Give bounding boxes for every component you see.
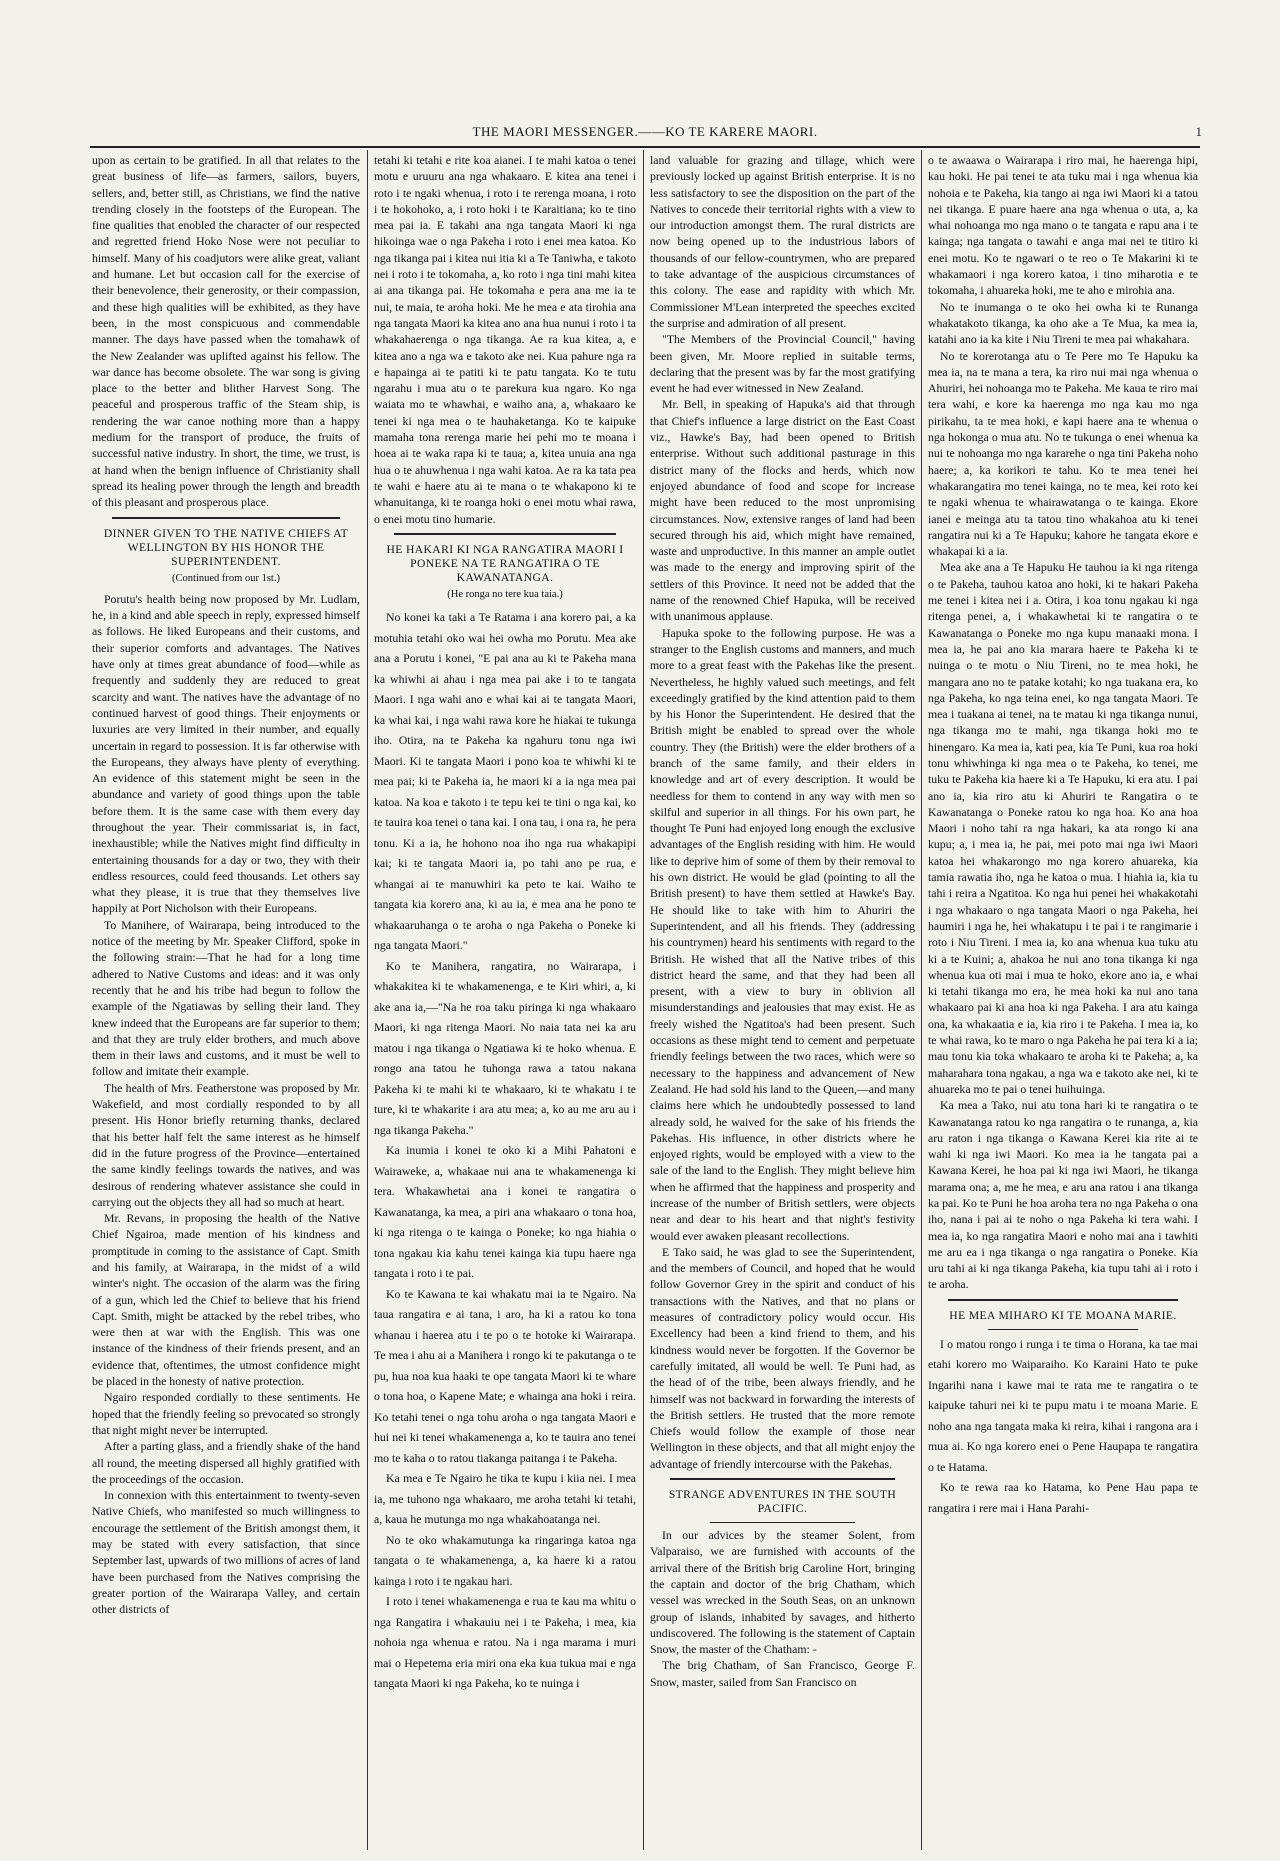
column-rule bbox=[643, 150, 644, 1850]
paragraph: Ko te Manihera, rangatira, no Wairarapa, i whakakitea ki te whakamenenga, e te Kiri whiri, a, ki ake ana ia,—"Na he roa taku piringa ki nga whakaaro Maori, ki nga ritenga Maori. No naia tata nei ka aru matou i nga tikanga o Ngatiawa ki te hoko whenua. E rongo ana tatou he tuhonga rawa a tatou nakana Pakeha ki te mahi ki te whakaaro, ki te whakatu i te ture, ki te whakarite i ara atu mea; a, ko au me aru au i nga tikanga Pakeha." bbox=[374, 958, 636, 1137]
paragraph: The brig Chatham, of San Francisco, George F. Snow, master, sailed from San Francisco on bbox=[650, 1658, 915, 1689]
column-2-maori bbox=[374, 152, 636, 1852]
paragraph: Ngairo responded cordially to these sentiments. He hoped that the friendly feeling so prevocated so strongly that night might never be interrupted. bbox=[92, 1390, 360, 1437]
paragraph: In connexion with this entertainment to twenty-seven Native Chiefs, who manifested so much willingness to encourage the settlement of the British amongst them, it may be stated with every satisfaction, that since September last, upwards of two millions of acres of land have been purchased from the Natives comprising the greater portion of the Wairarapa Valley, and certain other districts of bbox=[92, 1488, 360, 1617]
article-heading: HE MEA MIHARO KI TE MOANA MARIE. bbox=[949, 1308, 1177, 1322]
paragraph: o te awaawa o Wairarapa i riro mai, he haerenga hipi, kau hoki. He pai tenei te ata tuku mai i nga whenua kia nohoia e te Pakeha, kia tango ai nga iwi Maori ki a tatou nei tikanga. E puare haere ana nga whenua o uta, a, ka whai nohoanga mo nga mano o te tangata e rapu ana i te kainga; nga tangata o tawahi e anga mai nei te titiro ki enei motu. Ko te ngawari o te reo o Te Makarini ki te whakamaori i nga korero katoa, i tino miharotia e te tokomaha, i ahuareka hoki, me te aho e mirohia ana. bbox=[928, 153, 1198, 298]
heading-rule bbox=[988, 1329, 1138, 1330]
section-rule bbox=[670, 1478, 895, 1480]
column-rule bbox=[921, 150, 922, 1850]
paragraph: In our advices by the steamer Solent, from Valparaiso, we are furnished with accounts of the arrival there of the British brig Caroline Hort, bringing the captain and doctor of the brig Chatham, which vessel was wrecked in the South Seas, on an unknown group of islands, inhabited by savages, and hitherto undiscovered. The following is the statement of Captain Snow, the master of the Chatham: - bbox=[650, 1528, 915, 1657]
paragraph: The health of Mrs. Featherstone was proposed by Mr. Wakefield, and most cordially responded to by all present. His Honor briefly returning thanks, declared that his better half felt the same interest as he himself did in the future progress of the Province—entertained the same kindly feelings towards the natives, and was desirous of rendering whatever assistance she could in carrying out the objects they all had so much at heart. bbox=[92, 1080, 360, 1209]
section-rule bbox=[394, 533, 616, 535]
paragraph: To Manihere, of Wairarapa, being introduced to the notice of the meeting by Mr. Speaker Clifford, spoke in the following strain:—That he had for a long time adhered to Native Customs and ideas: and it was only recently that he and his tribe had begun to follow the example of the Ngatiawas by selling their land. They knew indeed that the Europeans are far superior to them; and that they are truly elder brothers, and much above them in their laws and customs, and it must be well to follow and imitate their example. bbox=[92, 917, 360, 1079]
article-heading: DINNER GIVEN TO THE NATIVE CHIEFS AT WELLINGTON BY HIS HONOR THE SUPERINTENDENT. bbox=[103, 526, 349, 568]
paragraph: Mr. Bell, in speaking of Hapuka's aid that through that Chief's influence a large district on the East Coast viz., Hawke's Bay, had been opened to British enterprise. Without such additional pasturage in this district many of the flocks and herds, which now enjoyed abundance of food and scope for increase might have been reduced to the most unpromising circumstances. Now, extensive ranges of land had been secured through his aid, which might have remained, waste and unproductive. In this manner an ample outlet was made to the energy and improving spirit of the settlers of this Province. It need not be added that the name of the renowned Chief Hapuka, will be received with unanimous applause. bbox=[650, 397, 915, 624]
paragraph: Porutu's health being now proposed by Mr. Ludlam, he, in a kind and able speech in reply, expressed himself as follows. He liked Europeans and their customs, and their superior comforts and advantages. The Natives have only at times great abundance of food—while as frequently and suddenly they are reduced to great scarcity and want. The natives have the advantage of no continued harvest of good things. Their enjoyments or luxuries are very limited in their number, and equally uncertain in regard to possession. It is far otherwise with the Europeans, they always have plenty of everything. An evidence of this statement might be seen in the abundance and variety of good things upon the table before them. It is the same case with them every day throughout the year. Their commissariat is, in fact, inexhaustible; while the Natives might find difficulty in entertaining thousands for a day or two, they with their endless resources, could feed thousands. Let others say what they please, it is true that they themselves live happily at Port Nicholson with their Europeans. bbox=[92, 591, 360, 916]
article-subheading: (Continued from our 1st.) bbox=[172, 572, 280, 584]
page-number: 1 bbox=[1195, 124, 1202, 139]
section-rule bbox=[948, 1299, 1178, 1301]
article-heading: HE HAKARI KI NGA RANGATIRA MAORI I PONEKE NA TE RANGATIRA O TE KAWANATANGA. bbox=[386, 542, 624, 584]
paragraph: I roto i tenei whakamenenga e rua te kau ma whitu o nga Rangatira i whakauiu nei i te Pakeha, i mea, kia nohoia nga whenua e ratou. Na i nga marama i muri mai o Hepetema eria miri ona eka kua tukua mai e nga tangata Maori ki nga Pakeha, ko te nuinga i bbox=[374, 1594, 636, 1691]
paragraph: No te oko whakamutunga ka ringaringa katoa nga tangata o te whakamenenga, a, ka haere ki a ratou kainga i roto i te ngakau hari. bbox=[374, 1532, 636, 1588]
heading-rule bbox=[710, 1522, 855, 1523]
paragraph: Mr. Revans, in proposing the health of the Native Chief Ngairoa, made mention of his kindness and promptitude in coming to the assistance of Capt. Smith and his family, at Wairarapa, in the midst of a wild winter's night. The occasion of the alarm was the firing of a gun, which led the Chief to believe that his friend Capt. Smith, might be attacked by the rebel tribes, who were then at war with the English. This was one instance of the kindness of their friends present, and an evidence that, oftentimes, the utmost confidence might be placed in the honesty of native protection. bbox=[92, 1211, 360, 1389]
paragraph: No konei ka taki a Te Ratama i ana korero pai, a ka motuhia tetahi oko wai hei owha mo Porutu. Mea ake ana a Porutu i konei, "E pai ana au ki te Pakeha mana ka whiwhi ai ahau i nga mea pai ake i to te tangata Maori. I nga wahi ano e whai kai ai te tangata Maori, ka whai kai, i nga wahi rawa kore he hiakai te tukunga iho. Otira, na te Pakeha ka ngahuru tonu nga iwi Maori. Ki te tangata Maori i pono koa te whiwhi ki te mea pai; ki te Pakeha ia, he maori ki a ia nga mea pai katoa. Na koa e takoto i te tepu kei te tini o nga kai, ko te tauira koa tenei o tana kai. I ona tau, i ona ra, he pera tonu. Ki a ia, he hohono noa iho nga rua whakapipi kai; ki te tangata Maori ia, po tahi ano pe rua, e whangai ai te manuwhiri ka peto te kai. Waiho te tangata kia korero ana, ki au ia, e mea ana he pono te whakaaruhanga o te aroha o nga Pakeha o Poneke ki nga tangata Maori." bbox=[374, 610, 636, 953]
paragraph: No te inumanga o te oko hei owha ki te Runanga whakatakoto tikanga, ka oho ake a Te Mua, ka mea ia, katahi ano ia ka kite i Niu Tireni te mea pai whakahara. bbox=[928, 299, 1198, 347]
paragraph: Ka inumia i konei te oko ki a Mihi Pahatoni e Wairaweke, a, whakaae nui ana te whakamenenga ki tera. Whakawhetai ana i konei te rangatira o Kawanatanga, ka mea, a piri ana whakaaro o tona hoa, ki nga ritenga o te kainga o Poneke; ko nga hiahia o tona ngakau kia kahu tenei kainga kia tupu haere nga tangata i roto i te pai. bbox=[374, 1143, 636, 1281]
paragraph: Mea ake ana a Te Hapuku He tauhou ia ki nga ritenga o te Pakeha, tauhou katoa ano hoki, ki te hakari Pakeha me tenei i kitea nei i a. Otira, i koa tonu ngakau ki nga ritenga penei, a, i whakawhetai ki te rangatira o te Kawanatanga o Poneke mo nga kupu manaaki mona. I mea ia, he pai ano kia marara haere te Pakeha ki te nuinga o te motu o Niu Tireni, no te mea hoki, he mangara ano no te patake kotahi; ko nga tuakana era, ko nga Pakeha, ko nga teina enei, ko nga tangata Maori. Te mea i tuakana ai tenei, na te matau ki nga tikanga nunui, nga tikanga mo te mahi, nga tikanga hoki mo te hinengaro. Ka mea ia, kati pea, kia Te Puni, kua roa hoki tonu whiwhinga ki nga mea o te Pakeha, ko tenei, me tuku te Pakeha kia haere ki a Te Hapuku, ki era atu. I pai ano ia, kia riro atu ki Ahuriri te Rangatira o te Kawanatanga o Poneke ratou ko nga hoa. Ko ana hoa Maori i noho tahi ra nga hakari, ka ata rongo ki ana kupu; a, i mea ia, he pai, mei poto mai nga iwi Maori katoa hei whakarongo mo nga korero ahuareka, kia tamia rawatia iho, nga he katoa o mua. I hiahia ia, kia tu tahi i reira a Ngatitoa. Ko nga hui penei hei whakakotahi i nga whakaaro o nga tangata Maori o nga Pakeha, hei haumiri i nga he, hei whakatupu i te pai i te rangimarie i roto i Niu Tireni. I mea ia, ko ana whenua kua tuku atu ki a te Kuini; a, ahakoa he nui ano tona tikanga ki nga whenua kua oti mai i mua te hoko, ekore ano ia, e whai ki tetahi tikanga mo era, he mea hoki ka nui ano tana whakaaro pai ki ana hoa ki nga Pakeha. I ara atu kainga ona, ka whakaatia e ia, kia riro i te Pakeha. I mea ia, ko te whai rawa, ko te maro o nga Pakeha he pai tera ki a ia; mau tonu kia toka whakaaro te aroha ki te Pakeha; a, ka maharahara tona ngakau, a nga wa e takoto ake nei, ki te ahuareka mo te pai o tenei huihuinga. bbox=[928, 560, 1198, 1096]
paragraph: Ko te Kawana te kai whakatu mai ia te Ngairo. Na taua rangatira e ai tana, i aro, ha ki a ratou ko tona whanau i haerea atu i te po o te hotoke ki Wairarapa. Te mea i ahu ai a Manihera i rongo ki te pakutanga o te pu, hua noa kua haaki te ope tangata Maori ki te whare o tona hoa, o Kapene Mate; e whainga ana hoki i reira. Ko tetahi tenei o nga tohu aroha o nga tangata Maori e hui nei ki tenei whakamenenga a, ko te tauira ano tenei mo te kaha o to ratou tiakanga paitanga i te Pakeha. bbox=[374, 1286, 636, 1465]
column-1-english bbox=[92, 152, 360, 1852]
column-4-maori bbox=[928, 152, 1198, 1852]
paragraph: Hapuka spoke to the following purpose. He was a stranger to the English customs and manners, and much more to a great feast with the Pakehas like the present. Nevertheless, he highly valued such meetings, and felt exceedingly gratified by the kind attention paid to them by his Honor the Superintendent. He desired that the British might be enabled to spread over the whole country. They (the British) were the elder brothers of a branch of the same family, and their elders in knowledge and art of every description. It would be needless for them to contend in any way with men so skilful and superior in all things. For his own part, he thought Te Puni had enjoyed long enough the exclusive advantages of the English residing with him. He would like to deprive him of some of them by their removal to his own district. He would be glad (pointing to all the British present) to have them settled at Hawke's Bay. He should like to take with him to Ahuriri the Superintendent, and all his friends. They (addressing his countrymen) heard his sentiments with regard to the British. He wished that all the Native tribes of this district heard the same, and that they had been all present, with a view to bury in oblivion all misunderstandings and jealousies that may exist. He as freely wished the Ngatitoa's had been present. Such occasions as these might tend to cement and perpetuate friendly feelings between the two races, which were so necessary to the happiness and advancement of New Zealand. He had sold his land to the Queen,—and many claims here which he undoubtedly possessed to land already sold, he waived for the sake of his friends the Pakehas. His influence, in other districts where he enjoyed rights, would be employed with a view to the sale of the land to the English. They might believe him when he affirmed that the happiness and prosperity and increase of the number of British settlers, were objects near and dear to his heart and that night's festivity would ever awaken pleasant recollections. bbox=[650, 625, 915, 1243]
masthead: THE MAORI MESSENGER.——KO TE KARERE MAORI. bbox=[472, 124, 818, 139]
paragraph: No te korerotanga atu o Te Pere mo Te Hapuku ka mea ia, na te mana a tera, ka riro nui mai nga whenua o Ahuriri, hei nohoanga mo te Pakeha. Me kaua te riro mai tera wahi, e kore ka haerenga mo nga kau mo nga pirikahu, ta te mea hoki, e kapi haere ana te whenua o nga hokonga o mua atu. No te tukunga o enei whenua ka nui te nohoanga mo nga kararehe o nga tini Pakeha noho haere; a, ka korikori te tahu. Ko te mea tenei hei whakarangatira mo tenei kainga, no te mea, kei roto kei te ngaki whenua te whairawatanga o te kainga. Ekore ianei e meinga atu ta tatou tino whakahoa atu ki tenei rangatira nui ki a Te Hapuku; kahore he tangata ekore e whakapai ki a ia. bbox=[928, 348, 1198, 559]
masthead-rule bbox=[90, 146, 1200, 148]
article-heading: STRANGE ADVENTURES IN THE SOUTH PACIFIC. bbox=[668, 1488, 897, 1516]
paragraph: land valuable for grazing and tillage, which were previously locked up against British enterprise. It is no less satisfactory to see the disposition on the part of the Natives to concede their territorial rights with a view to our introduction amongst them. The rural districts are now being opened up to the industrious labors of thousands of our fellow-countrymen, who are prepared to take advantage of the auspicious circumstances of this colony. The ease and rapidity with which Mr. Commissioner M'Lean interpreted the speeches excited the surprise and admiration of all present. bbox=[650, 153, 915, 330]
paragraph: Ka mea a Tako, nui atu tona hari ki te rangatira o te Kawanatanga ratou ko nga rangatira o te runanga, a, kia aru raton i nga tikanga o Kawana Kerei kia rite ai te wahi ki nga iwi Maori. Ko mea ia he tangata pai a Kawana Kerei, he hoa pai ki nga iwi Maori, he tikanga marama ona; a, me he mea, e aru ana ratou i ana tikanga ka pai. Ko te Puni he hoa aroha tera no nga Pakeha o ona iho, nana i pai ai te noho o nga Pakeha ki tera wahi. I mea ia, ko nga rangatira Maori e noho mai ana i tawhiti me aru ea i nga tikanga o nga rangatira o Poneke. Kia uru tahi ai ki nga tikanga Pakeha, kia tupu tahi ai i roto i te aroha. bbox=[928, 1098, 1198, 1292]
paragraph: upon as certain to be gratified. In all that relates to the great business of life—as farmers, sailors, buyers, sellers, and, better still, as Christians, we find the native trending closely in the footsteps of the European. The fine qualities that enobled the character of our respected and regretted friend Hoko Nose were not peculiar to himself. Many of his coadjutors were alike great, valiant and humane. Let but occasion call for the exercise of their benevolence, their generosity, or their compassion, and these high qualities will be exhibited, as they have been, in the most conspicuous and commendable manner. The days have passed when the tomahawk of the New Zealander was uplifted against his fellow. The war dance has become obsolete. The war song is giving place to the better and blither Harvest Song. The peaceful and prosperous traffic of the Steam ship, is rendering the war canoe nothing more than a happy medium for the transport of produce, the fruits of successful native industry. In short, the time, we trust, is at hand when the benign influence of Christianity shall spread its healing power through the length and breadth of this pleasant and prosperous place. bbox=[92, 153, 360, 510]
paragraph: Ko te rewa raa ko Hatama, ko Pene Hau papa te rangatira i rere mai i Hana Parahi- bbox=[928, 1480, 1198, 1515]
paragraph: After a parting glass, and a friendly shake of the hand all round, the meeting dispersed all highly gratified with the proceedings of the occasion. bbox=[92, 1439, 360, 1486]
paragraph: "The Members of the Provincial Council," having been given, Mr. Moore replied in suitable terms, declaring that the present was by far the most gratifying event he had ever witnessed in New Zealand. bbox=[650, 332, 915, 396]
paragraph: I o matou rongo i runga i te tima o Horana, ka tae mai etahi korero mo Waiparaiho. Ko Karaini Hato te puke Ingarihi nana i kawe mai te rata me te rangatira o te kaipuke tahuri nei ki te pupu matu i te moana Marie. E noho ana nga tangata maka ki reira, kihai i rangona ara i mua ai. Ko nga korero enei o Pene Haupapa te rangatira o te Hatama. bbox=[928, 1336, 1198, 1474]
paragraph: Ka mea e Te Ngairo he tika te kupu i kiia nei. I mea ia, me tuhono nga whakaaro, me aroha tetahi ki tetahi, a, kaua he mutunga mo nga whakahoatanga nei. bbox=[374, 1471, 636, 1527]
section-rule bbox=[112, 517, 340, 519]
paragraph: tetahi ki tetahi e rite koa aianei. I te mahi katoa o tenei motu e uruuru ana nga whakaaro. E kitea ana tenei i roto i te ngaki whenua, i roto i te rerenga moana, i roto i te hokohoko, a, i roto hoki i te Karaitiana; ko te tino mea pai ia. E takahi ana nga tangata Maori ki nga hikoinga wae o nga Pakeha i roto i enei mea katoa. Ko nga tikanga pai i kitea nui itia ki a Te Taniwha, e takoto nei i roto i te tokomaha, a, ko roto i nga tini mahi kitea ai ana tikanga pai. He tokomaha e pera ana me ia te nui, te maia, te aroha hoki. Me he mea e ata tirohia ana nga tangata Maori ka kitea ano ana hua nunui i roto i ta whakahaerenga o nga tikanga. Ae ra kua kitea, a, e kitea ano a nga wa e takoto ake nei. Kua pahure nga ra e hapainga ai te patiti ki te patu tangata. Ko te tutu ngarahu i mua atu o te parekura kua ngaro. Ko nga waiata mo te whawhai, e waiho ana, a, whakaaro ke tenei ki nga mea o te hauhaketanga. Ko te kaipuke mamaha tona rerenga marie hei pehi mo te moana i hoea ai te waka rapa ki te taua; a, kitea unuia ana nga hua o te ahuwhenua i nga wahi katoa. Ae ra ka tata pea te wahi e haere atu ai te mana o te whakapono ki te whanuitanga, ki te roanga hoki o enei motu whai rawa, o enei motu tino humarie. bbox=[374, 153, 636, 526]
article-subheading: (He ronga no tere kua taia.) bbox=[447, 588, 563, 600]
column-3-english bbox=[650, 152, 915, 1852]
paragraph: E Tako said, he was glad to see the Superintendent, and the members of Council, and hoped that he would follow Governor Grey in the spirit and conduct of his transactions with the Natives, and that no plans or measures of contradictory policy would occur. His Excellency had been a kind friend to them, and his kindness would never be forgotten. If the Governor be carefully imitated, all would be well. Te Puni had, as the head of of the tribe, been always friendly, and he himself was not backward in forwarding the interests of the British settlers. He trusted that the more remote Chiefs would follow the example of those near Wellington in these objects, and that all might enjoy the advantage of friendly intercourse with the Pakehas. bbox=[650, 1244, 915, 1471]
column-rule bbox=[367, 150, 368, 1850]
